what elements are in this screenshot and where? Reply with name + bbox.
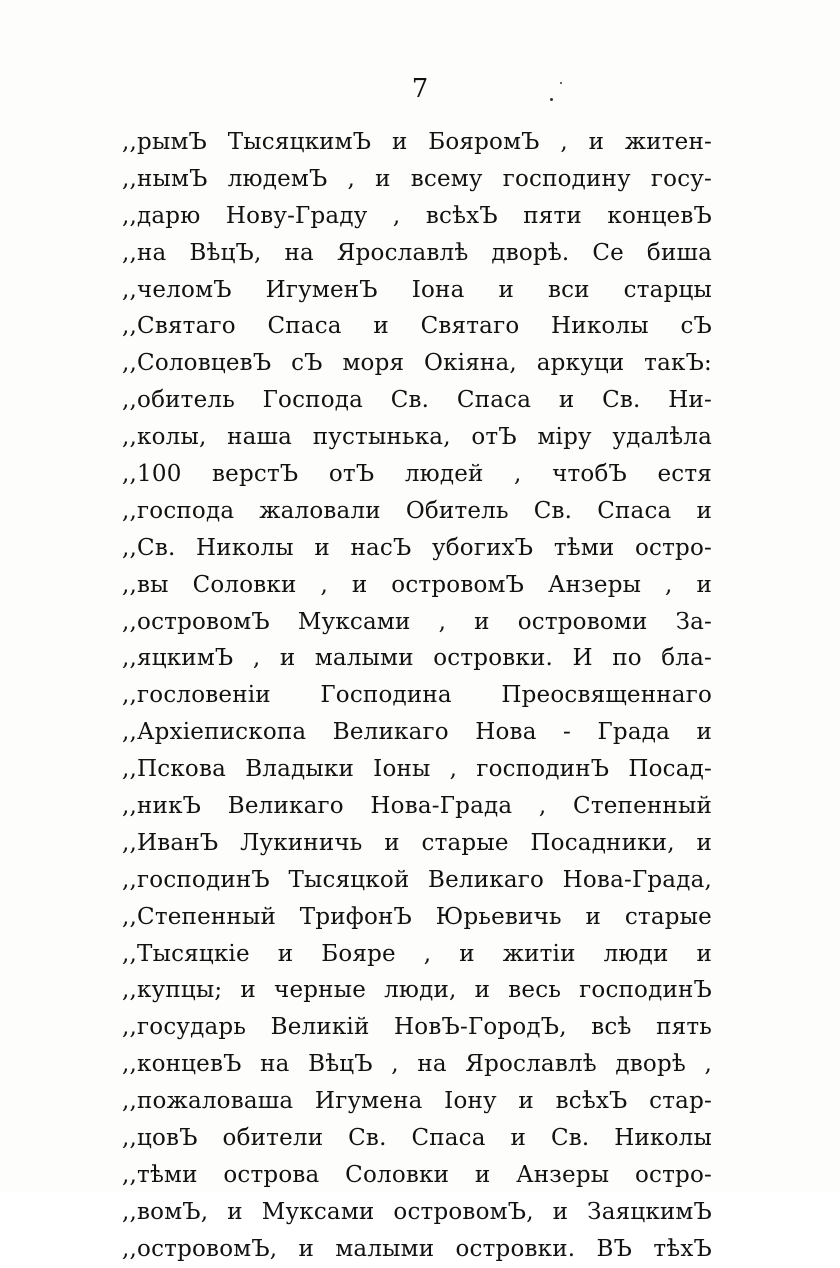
text-line: ,,цовЪ обители Св. Спаса и Св. Николы [122, 1125, 712, 1152]
text-line: ,,яцкимЪ , и малыми островки. И по бла- [122, 645, 712, 672]
text-line: ,,ИванЪ Лукиничь и старые Посадники, и [122, 829, 712, 856]
text-line: ,,тѣми острова Соловки и Анзеры остро- [122, 1161, 712, 1188]
text-line: ,,на ВѣцЪ, на Ярославлѣ дворѣ. Се биша [122, 239, 712, 266]
text-line: ,,вы Соловки , и островомЪ Анзеры , и [122, 571, 712, 598]
text-line: ,,Степенный ТрифонЪ Юрьевичь и старые [122, 903, 712, 930]
text-line: ,,островомЪ, и малыми островки. ВЪ тѣхЪ [122, 1235, 712, 1262]
page-number: 7 [411, 74, 429, 104]
text-line: ,,Св. Николы и насЪ убогихЪ тѣми остро- [122, 534, 712, 561]
text-line: ,,рымЪ ТысяцкимЪ и БояромЪ , и житен- [122, 129, 712, 155]
text-line: ,,вомЪ, и Муксами островомЪ, и ЗаяцкимЪ [122, 1198, 712, 1225]
text-line: ,,обитель Господа Св. Спаса и Св. Ни- [122, 387, 712, 414]
print-specks [548, 80, 568, 104]
text-line: ,,пожаловаша Игумена Іону и всѣхЪ стар- [122, 1088, 712, 1115]
text-line: ,,100 верстЪ отЪ людей , чтобЪ естя [122, 461, 712, 488]
text-line: ,,господа жаловали Обитель Св. Спаса и [122, 497, 712, 524]
text-line: ,,концевЪ на ВѣцЪ , на Ярославлѣ дворѣ , [122, 1051, 712, 1078]
text-line: ,,купцы; и черные люди, и весь господинЪ [122, 977, 712, 1004]
text-line: ,,господинЪ Тысяцкой Великаго Нова-Града, [122, 866, 712, 893]
text-line: ,,Архіепископа Великаго Нова - Града и [122, 719, 712, 746]
body-text [122, 124, 712, 1268]
text-line: ,,колы, наша пустынька, отЪ міру удалѣла [122, 424, 712, 451]
text-line: ,,дарю Нову-Граду , всѣхЪ пяти концевЪ [122, 202, 712, 229]
text-line: ,,островомЪ Муксами , и островоми За- [122, 608, 712, 635]
text-line: ,,нымЪ людемЪ , и всему господину госу- [122, 165, 712, 192]
text-line: ,,гословеніи Господина Преосвященнаго [122, 682, 712, 709]
text-line: ,,Тысяцкіе и Бояре , и житіи люди и [122, 940, 712, 967]
text-line: ,,Святаго Спаса и Святаго Николы сЪ [122, 313, 712, 340]
text-line: ,,Пскова Владыки Іоны , господинЪ Посад- [122, 756, 712, 783]
text-line: ,,никЪ Великаго Нова-Града , Степенный [122, 793, 712, 820]
text-line: ,,челомЪ ИгуменЪ Іона и вси старцы [122, 276, 712, 303]
text-line: ,,государь Великій НовЪ-ГородЪ, всѣ пять [122, 1014, 712, 1041]
text-line: ,,СоловцевЪ сЪ моря Окіяна, аркуци такЪ: [122, 350, 712, 377]
